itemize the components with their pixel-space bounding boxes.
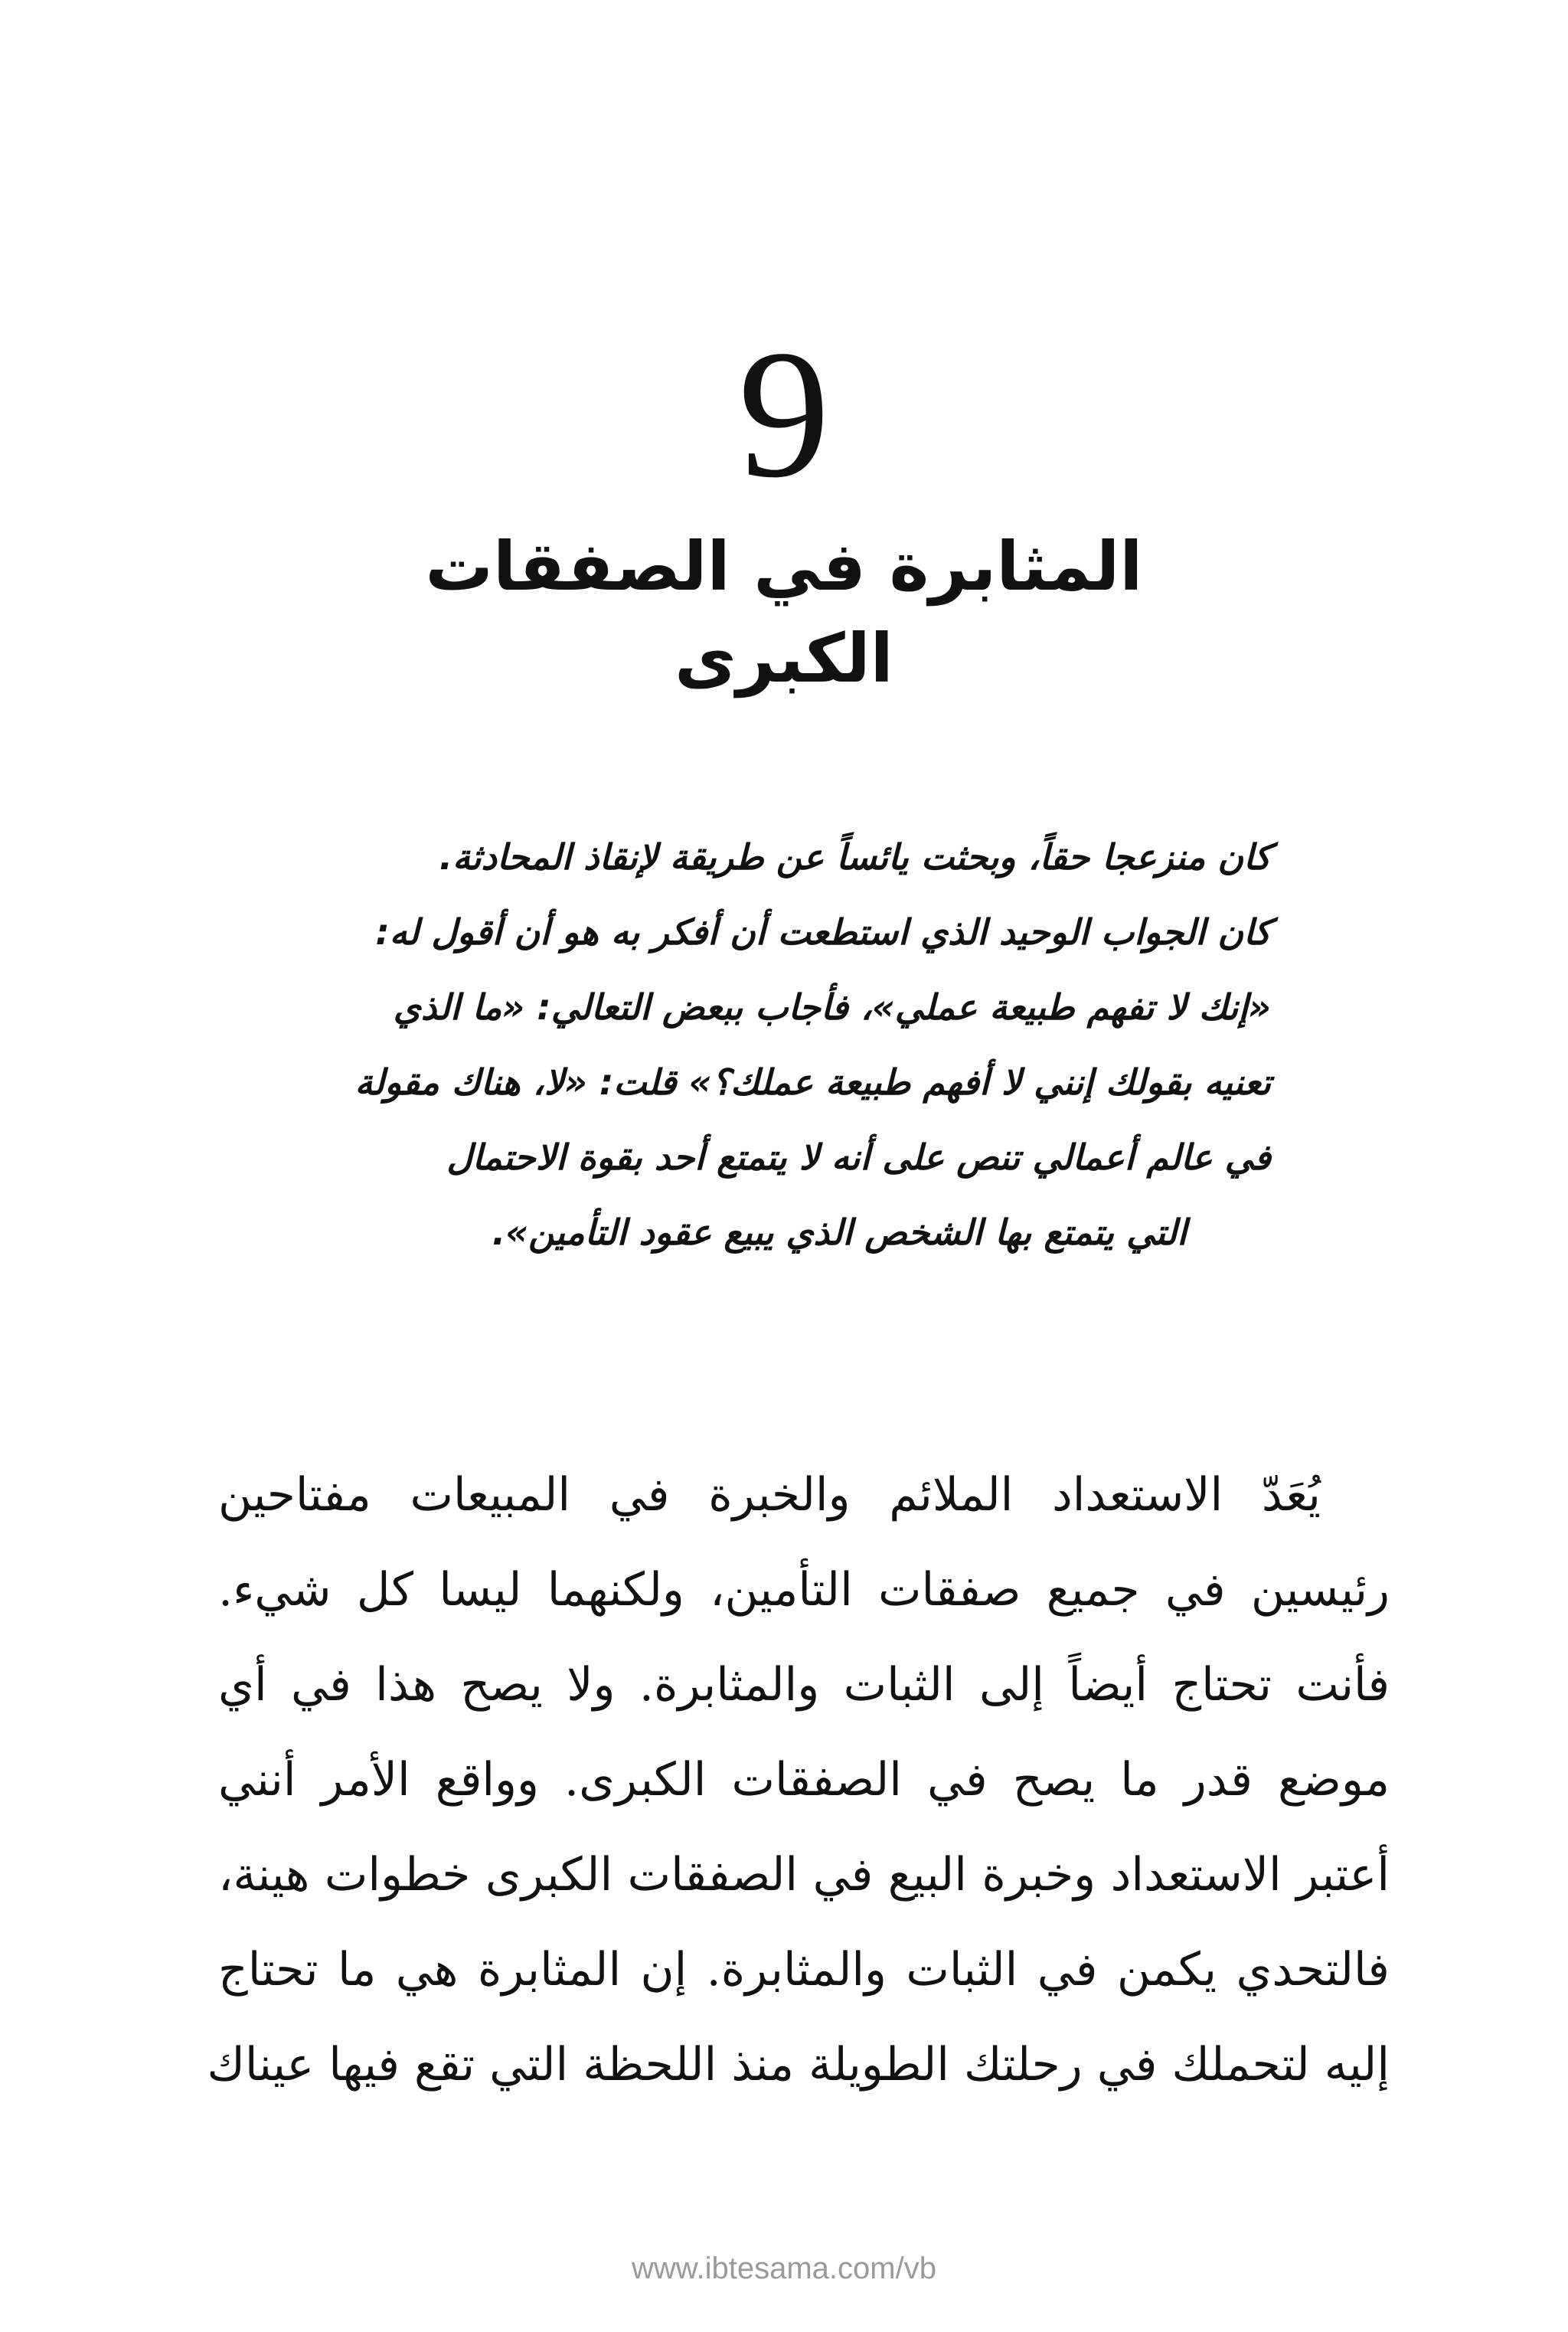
chapter-number: 9 [738,312,830,515]
body-line: أعتبر الاستعداد وخبرة البيع في الصفقات الكبرى خطوات هينة، [218,1848,1390,1902]
epigraph-line: التي يتمتع بها الشخص الذي يبيع عقود التأمين». [492,1212,1187,1253]
body-line: رئيسين في جميع صفقات التأمين، ولكنهما ليسا كل شيء. [218,1563,1390,1617]
body-line: فالتحدي يكمن في الثبات والمثابرة. إن المثابرة هي ما تحتاج [218,1943,1390,1997]
epigraph [306,819,1271,1270]
epigraph-line: تعنيه بقولك إنني لا أفهم طبيعة عملك؟» قلت: «لا، هناك مقولة [354,1061,1271,1103]
epigraph-line: كان منزعجا حقاً، وبحثت يائساً عن طريقة لإنقاذ المحادثة. [439,836,1271,878]
body-paragraph [207,1447,1390,2112]
epigraph-line: في عالم أعمالي تنص على أنه لا يتمتع أحد بقوة الاحتمال [446,1137,1271,1178]
epigraph-line: كان الجواب الوحيد الذي استطعت أن أفكر به هو أن أقول له: [375,911,1271,953]
body-line: يُعَدّ الاستعداد الملائم والخبرة في المبيعات مفتاحين [218,1468,1321,1522]
chapter-title: المثابرة في الصفقات الكبرى [425,527,1143,698]
epigraph-line: «إنك لا تفهم طبيعة عملي»، فأجاب ببعض التعالي: «ما الذي [393,986,1271,1028]
watermark-url: www.ibtesama.com/vb [632,2252,936,2285]
body-line: فأنت تحتاج أيضاً إلى الثبات والمثابرة. ولا يصح هذا في أي [218,1658,1390,1712]
body-line: موضع قدر ما يصح في الصفقات الكبرى. وواقع الأمر أنني [218,1753,1390,1807]
body-line: إليه لتحملك في رحلتك الطويلة منذ اللحظة التي تقع فيها عيناك [207,2038,1390,2092]
